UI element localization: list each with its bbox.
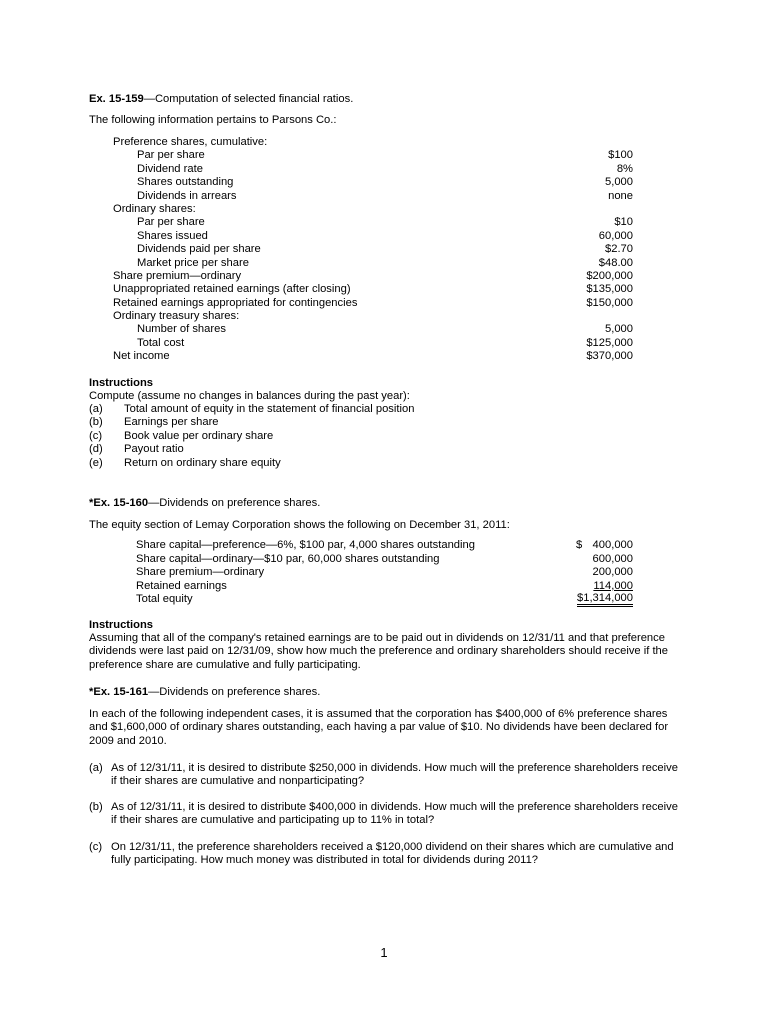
row-value: none (608, 189, 633, 202)
table-row (113, 136, 633, 149)
item-letter: (a) (89, 403, 103, 415)
table-row (113, 283, 633, 296)
table-row (113, 176, 633, 189)
row-value: $125,000 (586, 336, 633, 349)
ex160-title: —Dividends on preference shares. (148, 497, 321, 509)
row-label: Net income (113, 350, 170, 363)
table-row (113, 270, 633, 283)
row-value: 400,000 (592, 539, 633, 551)
table-row (113, 230, 633, 243)
row-label: Total cost (137, 336, 185, 349)
ex160-number: *Ex. 15-160 (89, 497, 149, 509)
table-row (113, 216, 633, 229)
table-row (113, 337, 633, 350)
row-value: $200,000 (586, 269, 633, 282)
row-label: Shares outstanding (137, 176, 234, 189)
row-value: 600,000 (592, 552, 633, 565)
ex161-question (89, 841, 681, 868)
item-text: Return on ordinary share equity (124, 456, 281, 469)
row-label: Share capital—ordinary—$10 par, 60,000 shares outstanding (136, 552, 440, 565)
table-row (113, 323, 633, 336)
ex160-intro: The equity section of Lemay Corporation shows the following on December 31, 2011: (89, 519, 510, 531)
item-text: Payout ratio (124, 443, 184, 456)
page-number: 1 (380, 945, 388, 960)
ex161-title: —Dividends on preference shares. (148, 686, 321, 698)
table-row (113, 190, 633, 203)
table-row (113, 243, 633, 256)
row-label: Number of shares (137, 323, 226, 336)
row-label: Ordinary treasury shares: (113, 310, 240, 323)
row-value: $100 (608, 149, 633, 162)
table-row (113, 310, 633, 323)
row-value: $150,000 (586, 296, 633, 309)
item-letter: (d) (89, 443, 103, 456)
table-row (89, 580, 681, 594)
list-item (89, 430, 681, 443)
row-label: Retained earnings appropriated for contingencies (113, 296, 358, 309)
row-value: $10 (614, 216, 633, 229)
list-item (89, 403, 681, 416)
table-row (113, 297, 633, 310)
ex161-intro: In each of the following independent cases, it is assumed that the corporation has $400,000 of 6% preference shares and $1,600,000 of ordinary shares outstanding, each having a par value of $10. No dividends have been declared for 2009 and 2010. (89, 708, 669, 747)
ex161-question (89, 762, 681, 789)
table-row (113, 257, 633, 270)
question-letter: (c) (89, 841, 103, 853)
ex159-instructions-intro: Compute (assume no changes in balances during the past year): (89, 390, 410, 402)
row-label: Shares issued (137, 229, 208, 242)
row-label: Dividends in arrears (137, 189, 237, 202)
ex160-equity-table (89, 539, 681, 607)
row-label: Dividend rate (137, 162, 203, 175)
row-value: 200,000 (592, 566, 633, 579)
question-letter: (b) (89, 801, 103, 813)
table-row (113, 163, 633, 176)
list-item (89, 443, 681, 456)
row-value: 5,000 (605, 176, 633, 189)
list-item (89, 416, 681, 429)
item-text: Earnings per share (124, 416, 219, 429)
dollar-sign: $ (576, 539, 583, 551)
row-label: Share premium—ordinary (113, 269, 242, 282)
row-label: Unappropriated retained earnings (after closing) (113, 283, 351, 296)
ex160-instructions-heading: Instructions (89, 619, 154, 631)
item-text: Total amount of equity in the statement of financial position (124, 403, 415, 415)
row-label: Dividends paid per share (137, 243, 261, 256)
table-row (113, 350, 633, 363)
row-value: 114,000 (593, 579, 633, 592)
question-letter: (a) (89, 762, 103, 774)
row-label: Ordinary shares: (113, 202, 196, 215)
table-row (89, 593, 681, 607)
list-item (89, 457, 681, 470)
ex159-intro: The following information pertains to Parsons Co.: (89, 114, 337, 126)
question-text: As of 12/31/11, it is desired to distribute $250,000 in dividends. How much will the preference shareholders receive if their shares are cumulative and nonparticipating? (111, 762, 678, 788)
ex161-number: *Ex. 15-161 (89, 686, 149, 698)
ex160-instructions-text: Assuming that all of the company's retained earnings are to be paid out in dividends on 12/31/11 and that preference dividends were last paid on 12/31/09, show how much the preference and ordinary shareholders should receive if the preference share are cumulative and fully participating. (89, 632, 668, 671)
ex159-number: Ex. 15-159 (89, 93, 144, 105)
row-value: $135,000 (586, 283, 633, 296)
table-row (89, 566, 681, 580)
row-value: 8% (616, 162, 633, 175)
ex159-data-table (113, 136, 633, 364)
row-value: $2.70 (605, 243, 633, 256)
ex159-instructions-list (89, 403, 681, 470)
ex161-heading (89, 686, 320, 699)
ex161-question (89, 801, 681, 828)
table-row (113, 203, 633, 216)
row-label: Par per share (137, 216, 205, 229)
item-text: Book value per ordinary share (124, 429, 274, 442)
table-row (89, 553, 681, 567)
row-value: $48.00 (598, 256, 633, 269)
item-letter: (b) (89, 416, 103, 429)
row-label: Preference shares, cumulative: (113, 136, 268, 148)
row-value: $1,314,000 (577, 593, 633, 607)
row-label: Share premium—ordinary (136, 566, 265, 579)
item-letter: (c) (89, 429, 103, 442)
question-text: On 12/31/11, the preference shareholders received a $120,000 dividend on their shares which are cumulative and fully participating. How much money was distributed in total for dividends during 2011? (111, 841, 674, 867)
ex159-heading (89, 93, 353, 106)
ex160-heading (89, 497, 320, 510)
row-label: Retained earnings (136, 579, 227, 592)
table-row (89, 539, 681, 553)
table-row (113, 149, 633, 162)
item-letter: (e) (89, 456, 103, 469)
row-label: Market price per share (137, 256, 249, 269)
row-value: $370,000 (586, 350, 633, 363)
row-value: 60,000 (598, 229, 633, 242)
question-text: As of 12/31/11, it is desired to distribute $400,000 in dividends. How much will the preference shareholders receive if their shares are cumulative and participating up to 11% in total? (111, 801, 678, 827)
row-label: Share capital—preference—6%, $100 par, 4,000 shares outstanding (136, 539, 475, 551)
ex159-instructions-heading: Instructions (89, 377, 154, 389)
row-value: 5,000 (605, 323, 633, 336)
row-label: Total equity (136, 593, 193, 606)
row-label: Par per share (137, 149, 205, 162)
ex159-title: —Computation of selected financial ratios. (143, 93, 354, 105)
